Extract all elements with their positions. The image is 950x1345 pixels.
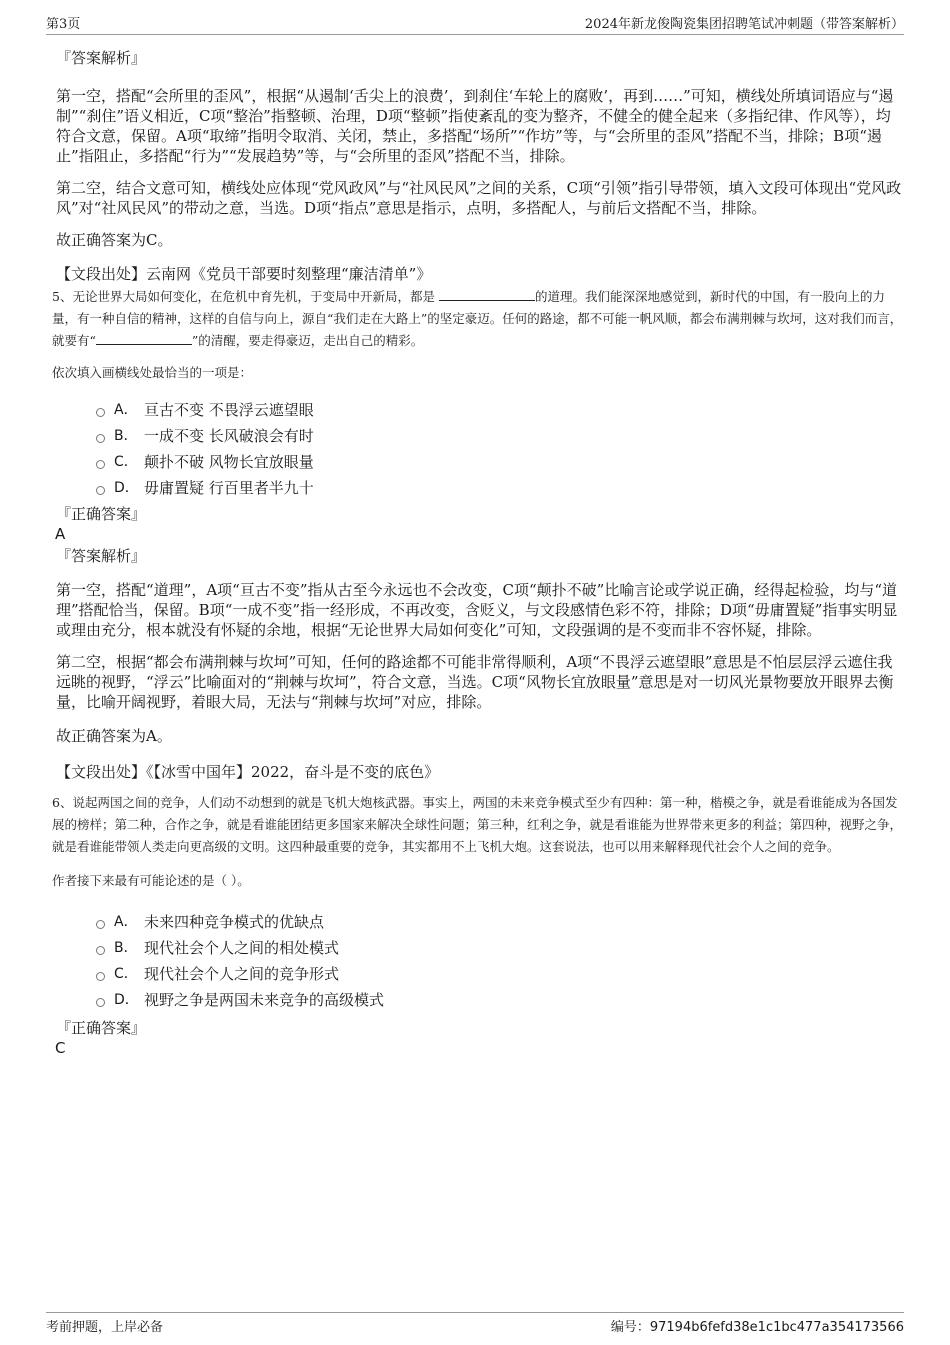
correct-answer: A (55, 525, 66, 543)
option-a[interactable] (96, 396, 904, 422)
option-key: C． (114, 966, 138, 982)
document-title: 2024年新龙俊陶瓷集团招聘笔试冲刺题（带答案解析） (584, 17, 904, 32)
radio-icon[interactable] (96, 460, 105, 469)
option-text: 毋庸置疑 行百里者半九十 (144, 478, 314, 497)
analysis-paragraph: 第一空，搭配“会所里的歪风”，根据“从遏制‘舌尖上的浪费’，到刹住‘车轮上的腐败’，再到……”可知，横线处所填词语应与“遏制”“刹住”语义相近，C项“整治”指整顿、治理，D项“整顿”指使紊乱的变为整齐，不健全的健全起来（多指纪律、作风等），均符合文意，保留。A项“取缔”指明令取消、关闭，禁止，多搭配“场所”“作坊”等，与“会所里的歪风”搭配不当，排除；B项“遏止”指阻止，多搭配“行为”“发展趋势”等，与“会所里的歪风”搭配不当，排除。 (56, 87, 894, 165)
options-list (56, 396, 904, 500)
option-c[interactable] (96, 960, 904, 986)
source-citation: 【文段出处】云南网《党员干部要时刻整理“廉洁清单”》 (56, 265, 432, 283)
option-key: B． (114, 428, 138, 444)
correct-answer-label: 『正确答案』 (56, 505, 147, 523)
option-text: 一成不变 长风破浪会有时 (144, 426, 314, 445)
option-text: 现代社会个人之间的相处模式 (144, 938, 340, 957)
page-footer (46, 1312, 904, 1335)
analysis-paragraph: 第二空，结合文意可知，横线处应体现“党风政风”与“社风民风”之间的关系，C项“引领”指引导带领，填入文段可体现出“党风政风”对“社风民风”的带动之意，当选。D项“指点”意思是指示，点明，多搭配人，与前后文搭配不当，排除。 (56, 179, 902, 217)
option-text: 未来四种竞争模式的优缺点 (144, 912, 325, 931)
option-b[interactable] (96, 934, 904, 960)
stem-part: 的道理。我们能深深地感觉到，新时代的中国，有一股向上的力量，有一种自信的精神，这样的自信与向上，源自“我们走在大路上”的坚定豪迈。任何的路途，都不可能一帆风顺，都会布满荆棘与坎坷，这对我们而言，就要有“ (52, 289, 903, 348)
question-prompt: 作者接下来最有可能论述的是（ ）。 (52, 873, 250, 888)
fill-blank (96, 332, 192, 345)
option-text: 视野之争是两国未来竞争的高级模式 (144, 990, 385, 1009)
fill-blank (439, 288, 535, 301)
correct-answer: C (55, 1039, 66, 1057)
stem-part: ”的清醒，要走得豪迈，走出自己的精彩。 (191, 333, 424, 348)
option-b[interactable] (96, 422, 904, 448)
page-number: 第3页 (46, 17, 81, 32)
analysis-paragraph: 第二空，根据“都会布满荆棘与坎坷”可知，任何的路途都不可能非常得顺利，A项“不畏浮云遮望眼”意思是不怕层层浮云遮住我远眺的视野，“浮云”比喻面对的“荆棘与坎坷”，符合文意，当选。C项“风物长宜放眼量”意思是对一切风光景物要放开眼界去衡量，比喻开阔视野，着眼大局，无法与“荆棘与坎坷”对应，排除。 (56, 653, 894, 711)
radio-icon[interactable] (96, 920, 105, 929)
radio-icon[interactable] (96, 434, 105, 443)
radio-icon[interactable] (96, 998, 105, 1007)
page-header (46, 12, 904, 35)
option-a[interactable] (96, 908, 904, 934)
correct-answer-label: 『正确答案』 (56, 1019, 147, 1037)
option-text: 颠扑不破 风物长宜放眼量 (144, 452, 314, 471)
options-list (56, 908, 904, 1012)
document-code: 编号：97194b6fefd38e1c1bc477a354173566 (610, 1320, 904, 1335)
conclusion: 故正确答案为C。 (56, 231, 173, 249)
conclusion: 故正确答案为A。 (56, 727, 172, 745)
page-content (52, 44, 904, 1058)
option-text: 亘古不变 不畏浮云遮望眼 (144, 400, 314, 419)
option-key: A． (114, 402, 138, 418)
option-text: 现代社会个人之间的竞争形式 (144, 964, 340, 983)
option-d[interactable] (96, 474, 904, 500)
question-stem: 6、说起两国之间的竞争，人们动不动想到的就是飞机大炮核武器。事实上，两国的未来竞争模式至少有四种：第一种，楷模之争，就是看谁能成为各国发展的榜样；第二种，合作之争，就是看谁能团结更多国家来解决全球性问题；第三种，红利之争，就是看谁能为世界带来更多的利益；第四种，视野之争，就是看谁能带领人类走向更高级的文明。这四种最重要的竞争，其实都用不上飞机大炮。这套说法，也可以用来解释现代社会个人之间的竞争。 (52, 795, 903, 854)
radio-icon[interactable] (96, 408, 105, 417)
analysis-label: 『答案解析』 (56, 547, 147, 565)
option-key: A． (114, 914, 138, 930)
option-c[interactable] (96, 448, 904, 474)
stem-part: 5、无论世界大局如何变化，在危机中育先机，于变局中开新局，都是 (52, 289, 435, 304)
option-key: C． (114, 454, 138, 470)
radio-icon[interactable] (96, 486, 105, 495)
option-key: D． (114, 480, 139, 496)
question-stem (52, 286, 904, 352)
radio-icon[interactable] (96, 972, 105, 981)
analysis-paragraph: 第一空，搭配“道理”，A项“亘古不变”指从古至今永远也不会改变，C项“颠扑不破”比喻言论或学说正确，经得起检验，均与“道理”搭配恰当，保留。B项“一成不变”指一经形成，不再改变，含贬义，与文段感情色彩不符，排除；D项“毋庸置疑”指事实明显或理由充分，根本就没有怀疑的余地，根据“无论世界大局如何变化”可知，文段强调的是不变而非不容怀疑，排除。 (56, 581, 898, 639)
radio-icon[interactable] (96, 946, 105, 955)
source-citation: 【文段出处】《【冰雪中国年】2022，奋斗是不变的底色》 (56, 763, 440, 781)
option-key: B． (114, 940, 138, 956)
question-prompt: 依次填入画横线处最恰当的一项是： (52, 365, 253, 380)
option-key: D． (114, 992, 139, 1008)
footer-slogan: 考前押题，上岸必备 (46, 1320, 164, 1335)
option-d[interactable] (96, 986, 904, 1012)
analysis-label: 『答案解析』 (56, 49, 147, 67)
